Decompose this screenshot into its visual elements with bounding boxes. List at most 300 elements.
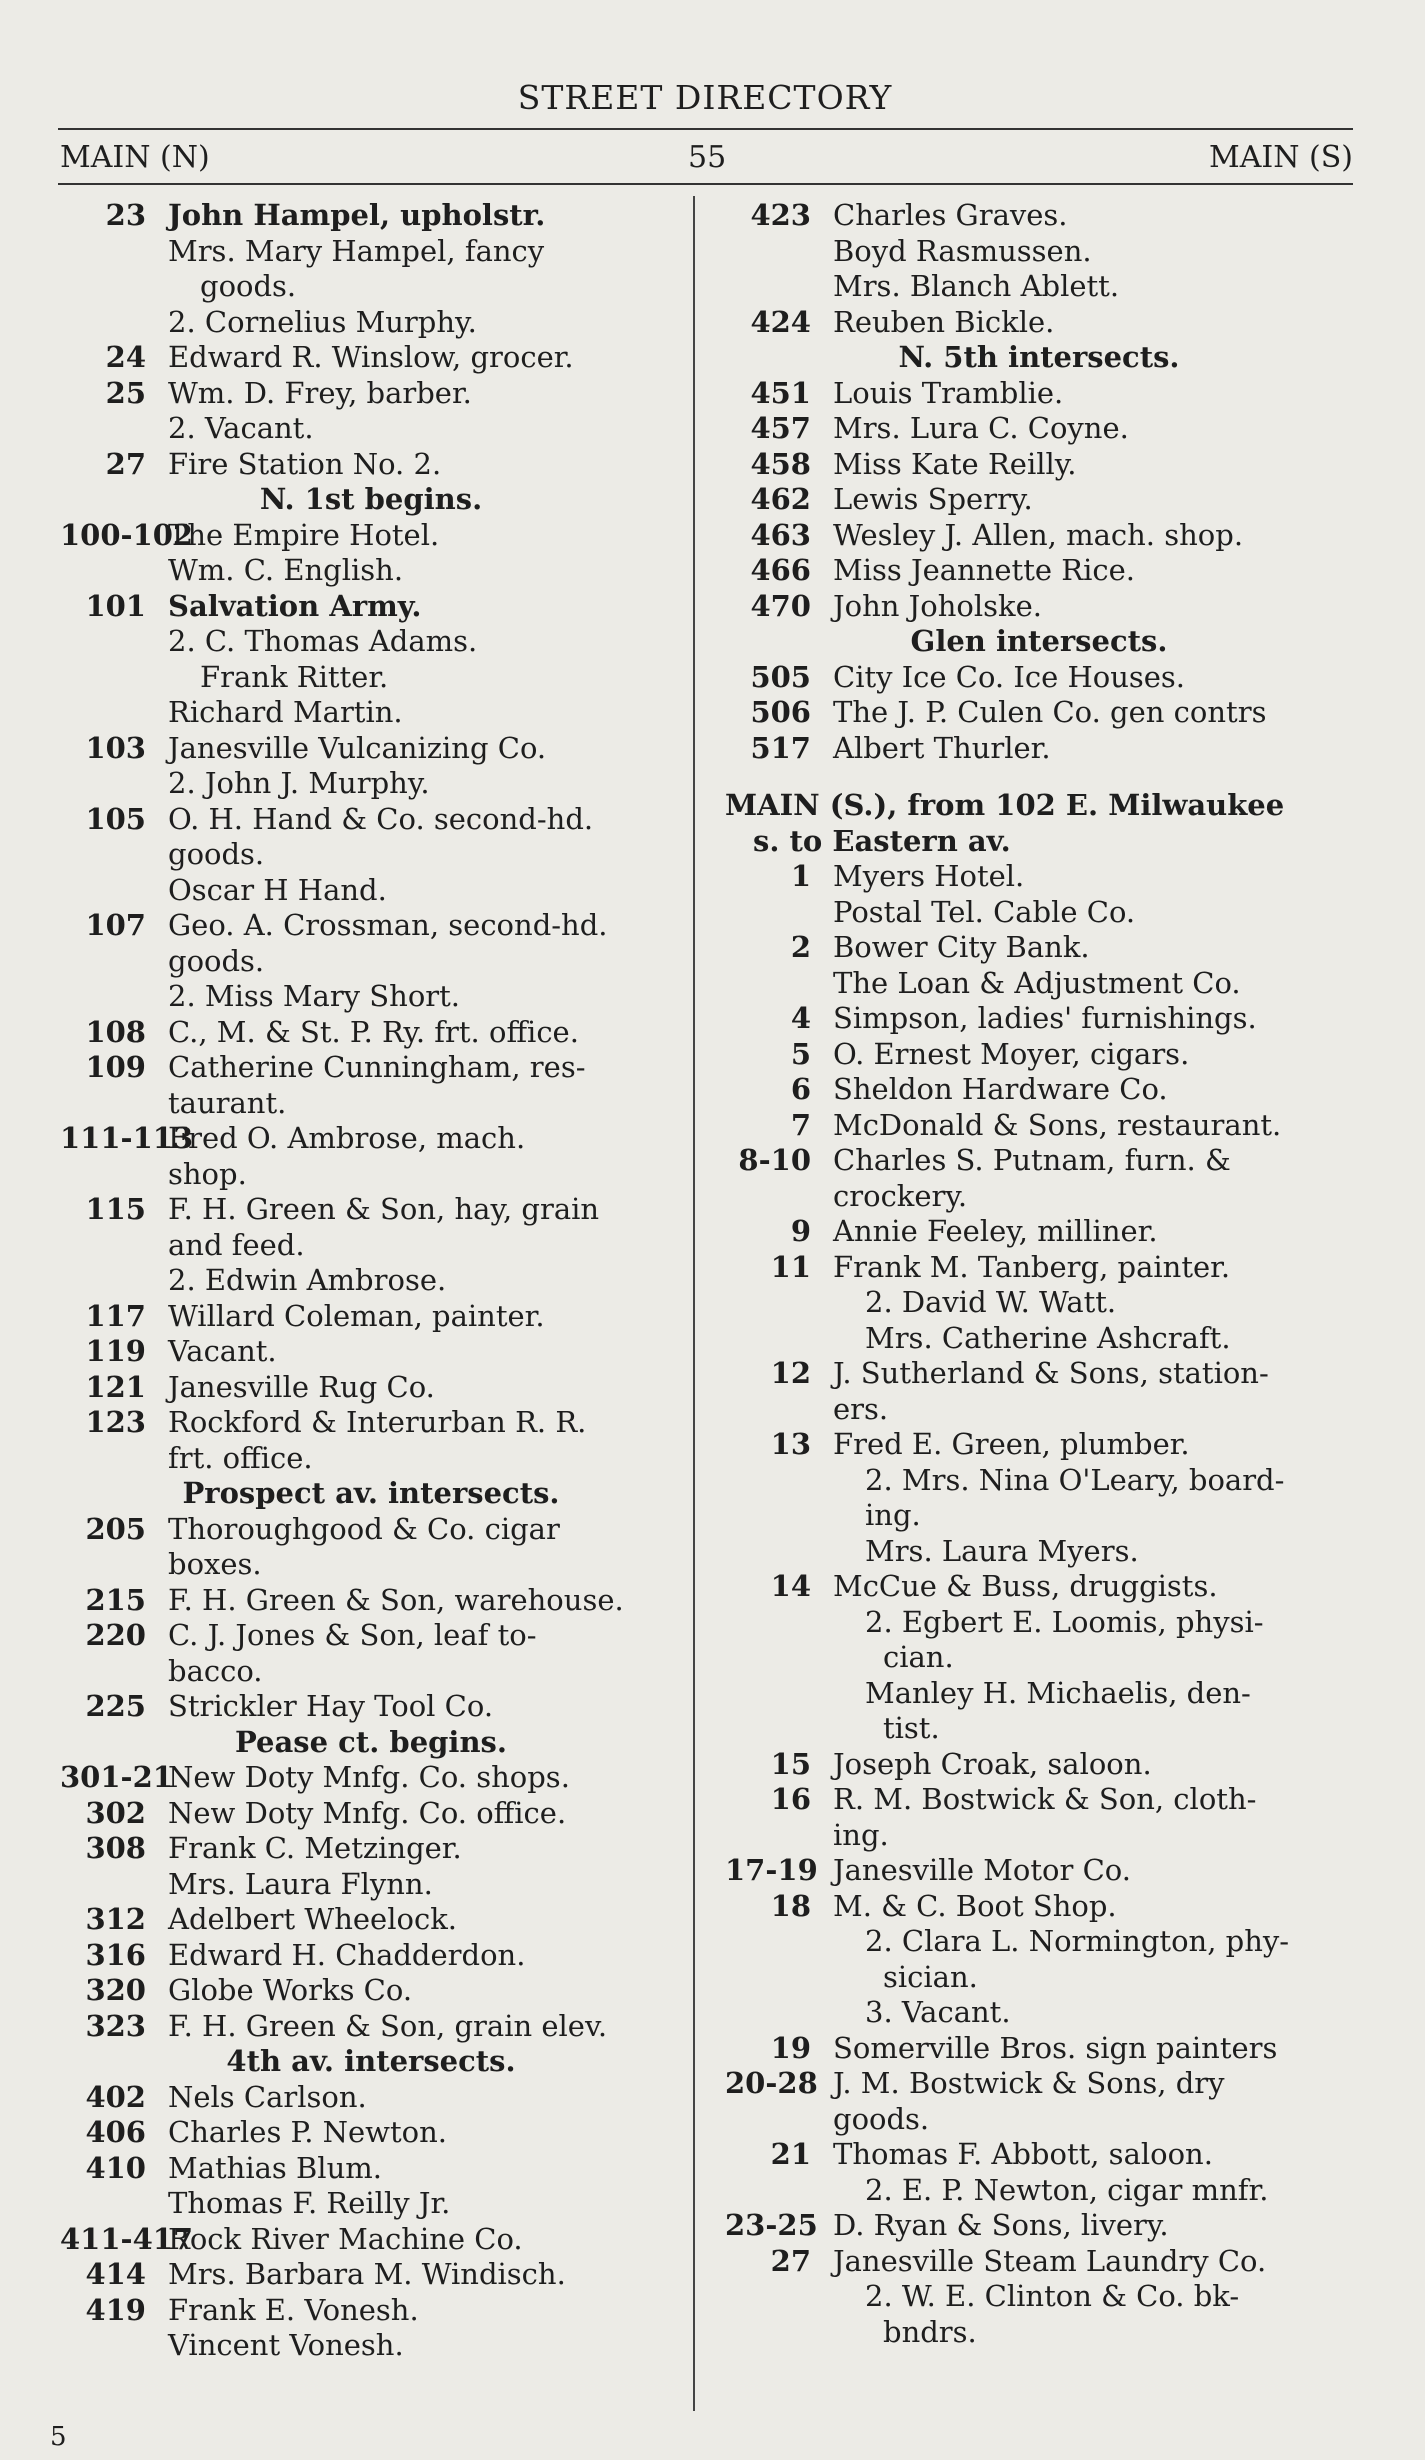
entry-continuation <box>725 895 1353 931</box>
house-number: 316 <box>85 1937 146 1972</box>
house-number: 25 <box>105 375 146 410</box>
directory-entry <box>725 198 1353 234</box>
entry-text: boxes. <box>168 1547 262 1581</box>
directory-entry <box>60 1015 682 1051</box>
entry-text: Nels Carlson. <box>168 2079 367 2114</box>
entry-text: 2. Miss Mary Short. <box>168 979 461 1013</box>
house-number: 105 <box>85 801 146 836</box>
entry-text: ers. <box>833 1391 889 1426</box>
entry-text: Rock River Machine Co. <box>168 2221 523 2256</box>
entry-text: The Loan & Adjustment Co. <box>833 965 1241 1000</box>
entry-continuation <box>60 553 682 589</box>
entry-text: Thoroughgood & Co. cigar <box>168 1511 560 1546</box>
house-number: 225 <box>85 1689 146 1723</box>
entry-text: 2. Edwin Ambrose. <box>168 1263 447 1297</box>
house-number: 220 <box>85 1618 146 1652</box>
entry-text: C., M. & St. P. Ry. frt. office. <box>168 1014 579 1049</box>
entry-text: Thomas F. Abbott, saloon. <box>833 2137 1213 2171</box>
entry-text: ing. <box>833 1817 889 1852</box>
footer-mark: 5 <box>50 2422 67 2452</box>
house-number: 312 <box>85 1902 146 1936</box>
directory-entry <box>60 1902 682 1938</box>
entry-continuation <box>60 624 682 660</box>
entry-continuation <box>60 1263 682 1299</box>
entry-text: Frank C. Metzinger. <box>168 1831 462 1865</box>
house-number: 5 <box>790 1036 811 1071</box>
entry-text: City Ice Co. Ice Houses. <box>833 659 1186 694</box>
directory-entry <box>60 2115 682 2151</box>
entry-text: John Joholske. <box>833 588 1042 623</box>
entry-text: Frank E. Vonesh. <box>168 2292 419 2327</box>
entry-text: 2. C. Thomas Adams. <box>168 624 478 658</box>
entry-continuation <box>725 1995 1353 2031</box>
directory-entry <box>60 2222 682 2258</box>
directory-entry <box>60 1370 682 1406</box>
house-number: 15 <box>770 1746 811 1781</box>
section-heading <box>725 624 1353 660</box>
entry-continuation <box>725 1924 1353 1960</box>
entry-text: C. J. Jones & Son, leaf to- <box>168 1618 537 1652</box>
house-number: 470 <box>750 588 811 623</box>
directory-entry <box>725 518 1353 554</box>
directory-entry <box>60 908 682 944</box>
entry-text: Annie Feeley, milliner. <box>833 1214 1158 1248</box>
section-heading <box>60 2044 682 2080</box>
entry-text: N. 5th intersects. <box>898 340 1180 374</box>
house-number: 6 <box>790 1072 811 1106</box>
directory-entry <box>60 1334 682 1370</box>
directory-entry <box>725 589 1353 625</box>
entry-text: Prospect av. intersects. <box>182 1476 560 1510</box>
house-number: 406 <box>85 2115 146 2149</box>
directory-entry <box>725 1889 1353 1925</box>
entry-text: Janesville Vulcanizing Co. <box>168 730 547 765</box>
section-heading <box>60 482 682 518</box>
house-number: 414 <box>85 2257 146 2291</box>
entry-text: crockery. <box>833 1178 968 1213</box>
house-number: 4 <box>790 1001 811 1035</box>
entry-text: frt. office. <box>168 1440 313 1475</box>
directory-entry <box>725 1001 1353 1037</box>
entry-text: Oscar H Hand. <box>168 872 387 907</box>
house-number: 410 <box>85 2150 146 2185</box>
entry-text: Charles P. Newton. <box>168 2115 447 2149</box>
entry-continuation <box>60 411 682 447</box>
entry-continuation <box>60 234 682 270</box>
entry-text: 3. Vacant. <box>865 1995 1011 2029</box>
entry-text: Myers Hotel. <box>833 859 1025 893</box>
house-number: 16 <box>770 1782 811 1816</box>
entry-continuation <box>60 837 682 873</box>
entry-continuation <box>725 966 1353 1002</box>
directory-entry <box>60 1796 682 1832</box>
entry-text: F. H. Green & Son, warehouse. <box>168 1582 624 1617</box>
directory-entry <box>725 482 1353 518</box>
entry-continuation <box>60 1086 682 1122</box>
directory-entry <box>725 1250 1353 1286</box>
entry-text: Catherine Cunningham, res- <box>168 1050 586 1084</box>
directory-entry <box>725 376 1353 412</box>
right-column <box>725 198 1353 2350</box>
directory-entry <box>725 1427 1353 1463</box>
spacer <box>725 766 1353 788</box>
entry-text: Bower City Bank. <box>833 930 1090 964</box>
entry-continuation <box>725 1711 1353 1747</box>
house-number: 466 <box>750 553 811 587</box>
entry-text: Fred E. Green, plumber. <box>833 1427 1190 1461</box>
entry-continuation <box>725 1818 1353 1854</box>
directory-entry <box>725 1853 1353 1889</box>
directory-entry <box>725 411 1353 447</box>
left-column <box>60 198 682 2364</box>
entry-text: Mrs. Laura Flynn. <box>168 1866 433 1901</box>
entry-text: Strickler Hay Tool Co. <box>168 1689 494 1723</box>
house-number: 27 <box>770 2243 811 2278</box>
entry-continuation <box>725 1321 1353 1357</box>
entry-text: shop. <box>168 1156 247 1191</box>
entry-text: F. H. Green & Son, hay, grain <box>168 1192 600 1226</box>
entry-text: Sheldon Hardware Co. <box>833 1072 1168 1106</box>
entry-continuation <box>725 1960 1353 1996</box>
entry-text: Mrs. Barbara M. Windisch. <box>168 2257 566 2291</box>
entry-text: Willard Coleman, painter. <box>168 1298 545 1333</box>
house-number: 109 <box>85 1050 146 1084</box>
directory-entry <box>725 2208 1353 2244</box>
house-number: 121 <box>85 1369 146 1404</box>
entry-continuation <box>725 1534 1353 1570</box>
directory-entry <box>60 1299 682 1335</box>
house-number: 111-113 <box>60 1121 194 1155</box>
entry-text: O. Ernest Moyer, cigars. <box>833 1036 1190 1071</box>
directory-entry <box>60 2009 682 2045</box>
section-heading <box>725 340 1353 376</box>
house-number: 101 <box>85 588 146 623</box>
entry-text: Geo. A. Crossman, second-hd. <box>168 908 608 942</box>
directory-entry <box>725 1356 1353 1392</box>
entry-text: Wesley J. Allen, mach. shop. <box>833 517 1244 552</box>
entry-continuation <box>60 979 682 1015</box>
directory-entry <box>60 518 682 554</box>
directory-entry <box>725 1214 1353 1250</box>
entry-continuation <box>725 1392 1353 1428</box>
house-number: 451 <box>750 375 811 410</box>
directory-entry <box>60 1192 682 1228</box>
directory-entry <box>60 1050 682 1086</box>
entry-text: McDonald & Sons, restaurant. <box>833 1107 1282 1142</box>
directory-entry <box>60 1689 682 1725</box>
entry-text: D. Ryan & Sons, livery. <box>833 2208 1169 2242</box>
entry-continuation <box>60 305 682 341</box>
directory-entry <box>60 2080 682 2116</box>
directory-entry <box>60 198 682 234</box>
entry-text: Janesville Steam Laundry Co. <box>833 2243 1267 2278</box>
house-number: 411-417 <box>60 2221 194 2256</box>
directory-entry <box>60 1760 682 1796</box>
directory-entry <box>725 1747 1353 1783</box>
directory-entry <box>60 1121 682 1157</box>
house-number: 302 <box>85 1795 146 1830</box>
entry-continuation <box>725 234 1353 270</box>
house-number: 424 <box>750 304 811 339</box>
house-number: 123 <box>85 1405 146 1439</box>
directory-entry <box>725 2031 1353 2067</box>
entry-text: goods. <box>168 943 265 978</box>
entry-continuation <box>725 2315 1353 2351</box>
directory-entry <box>60 1405 682 1441</box>
entry-text: Simpson, ladies' furnishings. <box>833 1001 1257 1035</box>
entry-continuation <box>725 1463 1353 1499</box>
entry-text: 2. E. P. Newton, cigar mnfr. <box>865 2172 1269 2207</box>
entry-text: ing. <box>865 1498 921 1532</box>
house-number: 21 <box>770 2137 811 2171</box>
entry-continuation <box>60 873 682 909</box>
entry-text: Louis Tramblie. <box>833 375 1064 410</box>
house-number: 117 <box>85 1298 146 1333</box>
entry-text: Frank Ritter. <box>200 659 389 694</box>
directory-entry <box>60 1583 682 1619</box>
entry-text: 2. Cornelius Murphy. <box>168 304 477 339</box>
house-number: 24 <box>105 340 146 374</box>
entry-text: Janesville Motor Co. <box>833 1853 1131 1887</box>
entry-text: Glen intersects. <box>910 624 1168 658</box>
directory-entry <box>60 589 682 625</box>
section-heading <box>60 1476 682 1512</box>
house-number: 9 <box>790 1214 811 1248</box>
house-number: 308 <box>85 1831 146 1865</box>
entry-text: Joseph Croak, saloon. <box>833 1746 1152 1781</box>
directory-entry <box>725 1782 1353 1818</box>
house-number: 17-19 <box>725 1853 818 1887</box>
entry-continuation <box>60 766 682 802</box>
entry-text: 2. Egbert E. Loomis, physi- <box>865 1604 1264 1639</box>
running-head-left: MAIN (N) <box>60 140 210 175</box>
entry-text: Salvation Army. <box>168 588 422 623</box>
entry-text: Thomas F. Reilly Jr. <box>168 2186 451 2220</box>
entry-text: MAIN (S.), from 102 E. Milwaukee <box>725 788 1285 822</box>
directory-entry <box>725 2066 1353 2102</box>
directory-entry <box>60 1512 682 1548</box>
entry-text: s. to Eastern av. <box>753 823 1011 858</box>
house-number: 11 <box>770 1249 811 1284</box>
directory-entry <box>60 1973 682 2009</box>
house-number: 517 <box>750 730 811 765</box>
house-number: 23-25 <box>725 2208 818 2242</box>
directory-entry <box>60 802 682 838</box>
directory-entry <box>725 695 1353 731</box>
house-number: 103 <box>85 730 146 765</box>
directory-entry <box>725 447 1353 483</box>
house-number: 215 <box>85 1582 146 1617</box>
entry-text: New Doty Mnfg. Co. shops. <box>168 1760 570 1794</box>
entry-text: N. 1st begins. <box>259 482 483 516</box>
entry-text: bacco. <box>168 1653 263 1688</box>
entry-text: Reuben Bickle. <box>833 304 1055 339</box>
entry-text: 2. W. E. Clinton & Co. bk- <box>865 2279 1240 2313</box>
entry-continuation <box>725 1498 1353 1534</box>
entry-text: Mrs. Laura Myers. <box>865 1533 1139 1568</box>
entry-text: Mrs. Catherine Ashcraft. <box>865 1320 1231 1355</box>
entry-text: O. H. Hand & Co. second-hd. <box>168 801 594 836</box>
entry-continuation <box>725 1605 1353 1641</box>
entry-continuation <box>60 1654 682 1690</box>
directory-entry <box>725 1143 1353 1179</box>
house-number: 108 <box>85 1014 146 1049</box>
entry-text: 2. Vacant. <box>168 411 314 445</box>
entry-text: 2. David W. Watt. <box>865 1285 1117 1319</box>
entry-text: Postal Tel. Cable Co. <box>833 894 1136 929</box>
house-number: 423 <box>750 198 811 232</box>
entry-text: Rockford & Interurban R. R. <box>168 1405 587 1439</box>
directory-entry <box>60 1938 682 1974</box>
directory-entry <box>725 1569 1353 1605</box>
entry-continuation <box>60 1441 682 1477</box>
entry-text: Pease ct. begins. <box>235 1724 507 1759</box>
house-number: 323 <box>85 2008 146 2043</box>
section-heading <box>60 1725 682 1761</box>
house-number: 205 <box>85 1511 146 1546</box>
house-number: 320 <box>85 1973 146 2007</box>
directory-entry <box>725 1108 1353 1144</box>
entry-text: Manley H. Michaelis, den- <box>865 1675 1251 1710</box>
directory-entry <box>60 340 682 376</box>
house-number: 457 <box>750 411 811 445</box>
entry-text: cian. <box>883 1640 954 1674</box>
entry-text: Miss Jeannette Rice. <box>833 553 1135 587</box>
house-number: 14 <box>770 1569 811 1603</box>
directory-entry <box>60 731 682 767</box>
entry-continuation <box>725 1285 1353 1321</box>
house-number: 19 <box>770 2030 811 2065</box>
house-number: 20-28 <box>725 2066 818 2100</box>
entry-text: Mrs. Blanch Ablett. <box>833 269 1120 303</box>
directory-entry <box>60 447 682 483</box>
entry-text: Edward R. Winslow, grocer. <box>168 340 574 374</box>
house-number: 506 <box>750 695 811 729</box>
header-rule-bottom <box>58 183 1353 185</box>
directory-entry <box>60 2293 682 2329</box>
entry-continuation <box>725 1179 1353 1215</box>
house-number: 115 <box>85 1192 146 1226</box>
page-title: STREET DIRECTORY <box>517 78 893 117</box>
header-rule-top <box>58 128 1353 130</box>
house-number: 12 <box>770 1356 811 1390</box>
entry-text: Richard Martin. <box>168 695 403 729</box>
entry-text: Edward H. Chadderdon. <box>168 1937 526 1972</box>
entry-continuation <box>60 695 682 731</box>
entry-text: The Empire Hotel. <box>168 517 440 552</box>
entry-continuation <box>60 2328 682 2364</box>
house-number: 27 <box>105 446 146 481</box>
directory-entry <box>725 660 1353 696</box>
entry-text: Frank M. Tanberg, painter. <box>833 1249 1231 1284</box>
entry-continuation <box>60 2186 682 2222</box>
entry-text: Lewis Sperry. <box>833 482 1033 516</box>
directory-entry <box>725 859 1353 895</box>
entry-continuation <box>60 269 682 305</box>
house-number: 2 <box>790 930 811 964</box>
entry-text: 2. John J. Murphy. <box>168 766 430 800</box>
directory-entry <box>725 930 1353 966</box>
directory-entry <box>60 2151 682 2187</box>
entry-text: tist. <box>883 1711 940 1745</box>
house-number: 107 <box>85 908 146 942</box>
entry-text: R. M. Bostwick & Son, cloth- <box>833 1782 1257 1816</box>
directory-entry <box>725 2244 1353 2280</box>
street-heading-cont <box>725 824 1353 860</box>
entry-text: J. M. Bostwick & Sons, dry <box>833 2066 1225 2100</box>
directory-entry <box>60 1831 682 1867</box>
entry-continuation <box>60 944 682 980</box>
entry-continuation <box>60 1228 682 1264</box>
entry-continuation <box>725 2102 1353 2138</box>
entry-continuation <box>725 2173 1353 2209</box>
entry-text: 2. Mrs. Nina O'Leary, board- <box>865 1462 1285 1497</box>
entry-text: Janesville Rug Co. <box>168 1369 435 1404</box>
directory-entry <box>725 305 1353 341</box>
entry-text: New Doty Mnfg. Co. office. <box>168 1795 567 1830</box>
house-number: 119 <box>85 1334 146 1368</box>
directory-entry <box>725 1037 1353 1073</box>
entry-continuation <box>725 2279 1353 2315</box>
house-number: 13 <box>770 1427 811 1461</box>
entry-text: Mrs. Mary Hampel, fancy <box>168 233 545 268</box>
directory-entry <box>60 1618 682 1654</box>
entry-continuation <box>60 1157 682 1193</box>
house-number: 1 <box>790 859 811 893</box>
entry-text: Wm. C. English. <box>168 553 404 587</box>
entry-text: goods. <box>200 269 297 303</box>
entry-text: Vincent Vonesh. <box>168 2328 404 2362</box>
house-number: 301-21 <box>60 1760 173 1794</box>
entry-text: Fred O. Ambrose, mach. <box>168 1121 526 1155</box>
entry-continuation <box>60 1867 682 1903</box>
entry-continuation <box>725 269 1353 305</box>
house-number: 18 <box>770 1888 811 1923</box>
house-number: 402 <box>85 2079 146 2114</box>
entry-text: F. H. Green & Son, grain elev. <box>168 2008 608 2043</box>
house-number: 100-102 <box>60 517 194 552</box>
entry-text: taurant. <box>168 1085 287 1120</box>
entry-text: sician. <box>883 1959 978 1994</box>
entry-continuation <box>60 660 682 696</box>
house-number: 463 <box>750 517 811 552</box>
directory-entry <box>725 553 1353 589</box>
entry-text: Charles Graves. <box>833 198 1068 232</box>
running-head-right: MAIN (S) <box>1209 140 1353 175</box>
entry-text: McCue & Buss, druggists. <box>833 1569 1218 1603</box>
entry-text: Mathias Blum. <box>168 2150 382 2185</box>
entry-text: Somerville Bros. sign painters <box>833 2030 1278 2065</box>
entry-continuation <box>725 1676 1353 1712</box>
entry-text: John Hampel, upholstr. <box>168 198 546 232</box>
page-number: 55 <box>688 140 727 175</box>
directory-entry <box>60 2257 682 2293</box>
entry-text: Fire Station No. 2. <box>168 446 442 481</box>
directory-entry <box>725 731 1353 767</box>
directory-entry <box>725 2137 1353 2173</box>
entry-text: The J. P. Culen Co. gen contrs <box>833 695 1267 729</box>
house-number: 8-10 <box>738 1143 811 1177</box>
house-number: 7 <box>790 1107 811 1142</box>
entry-text: goods. <box>168 837 265 871</box>
entry-text: Charles S. Putnam, furn. & <box>833 1143 1231 1177</box>
directory-entry <box>725 1072 1353 1108</box>
entry-text: Miss Kate Reilly. <box>833 446 1077 481</box>
entry-text: M. & C. Boot Shop. <box>833 1888 1117 1923</box>
entry-continuation <box>725 1640 1353 1676</box>
entry-text: Adelbert Wheelock. <box>168 1902 457 1936</box>
street-heading <box>725 788 1353 824</box>
